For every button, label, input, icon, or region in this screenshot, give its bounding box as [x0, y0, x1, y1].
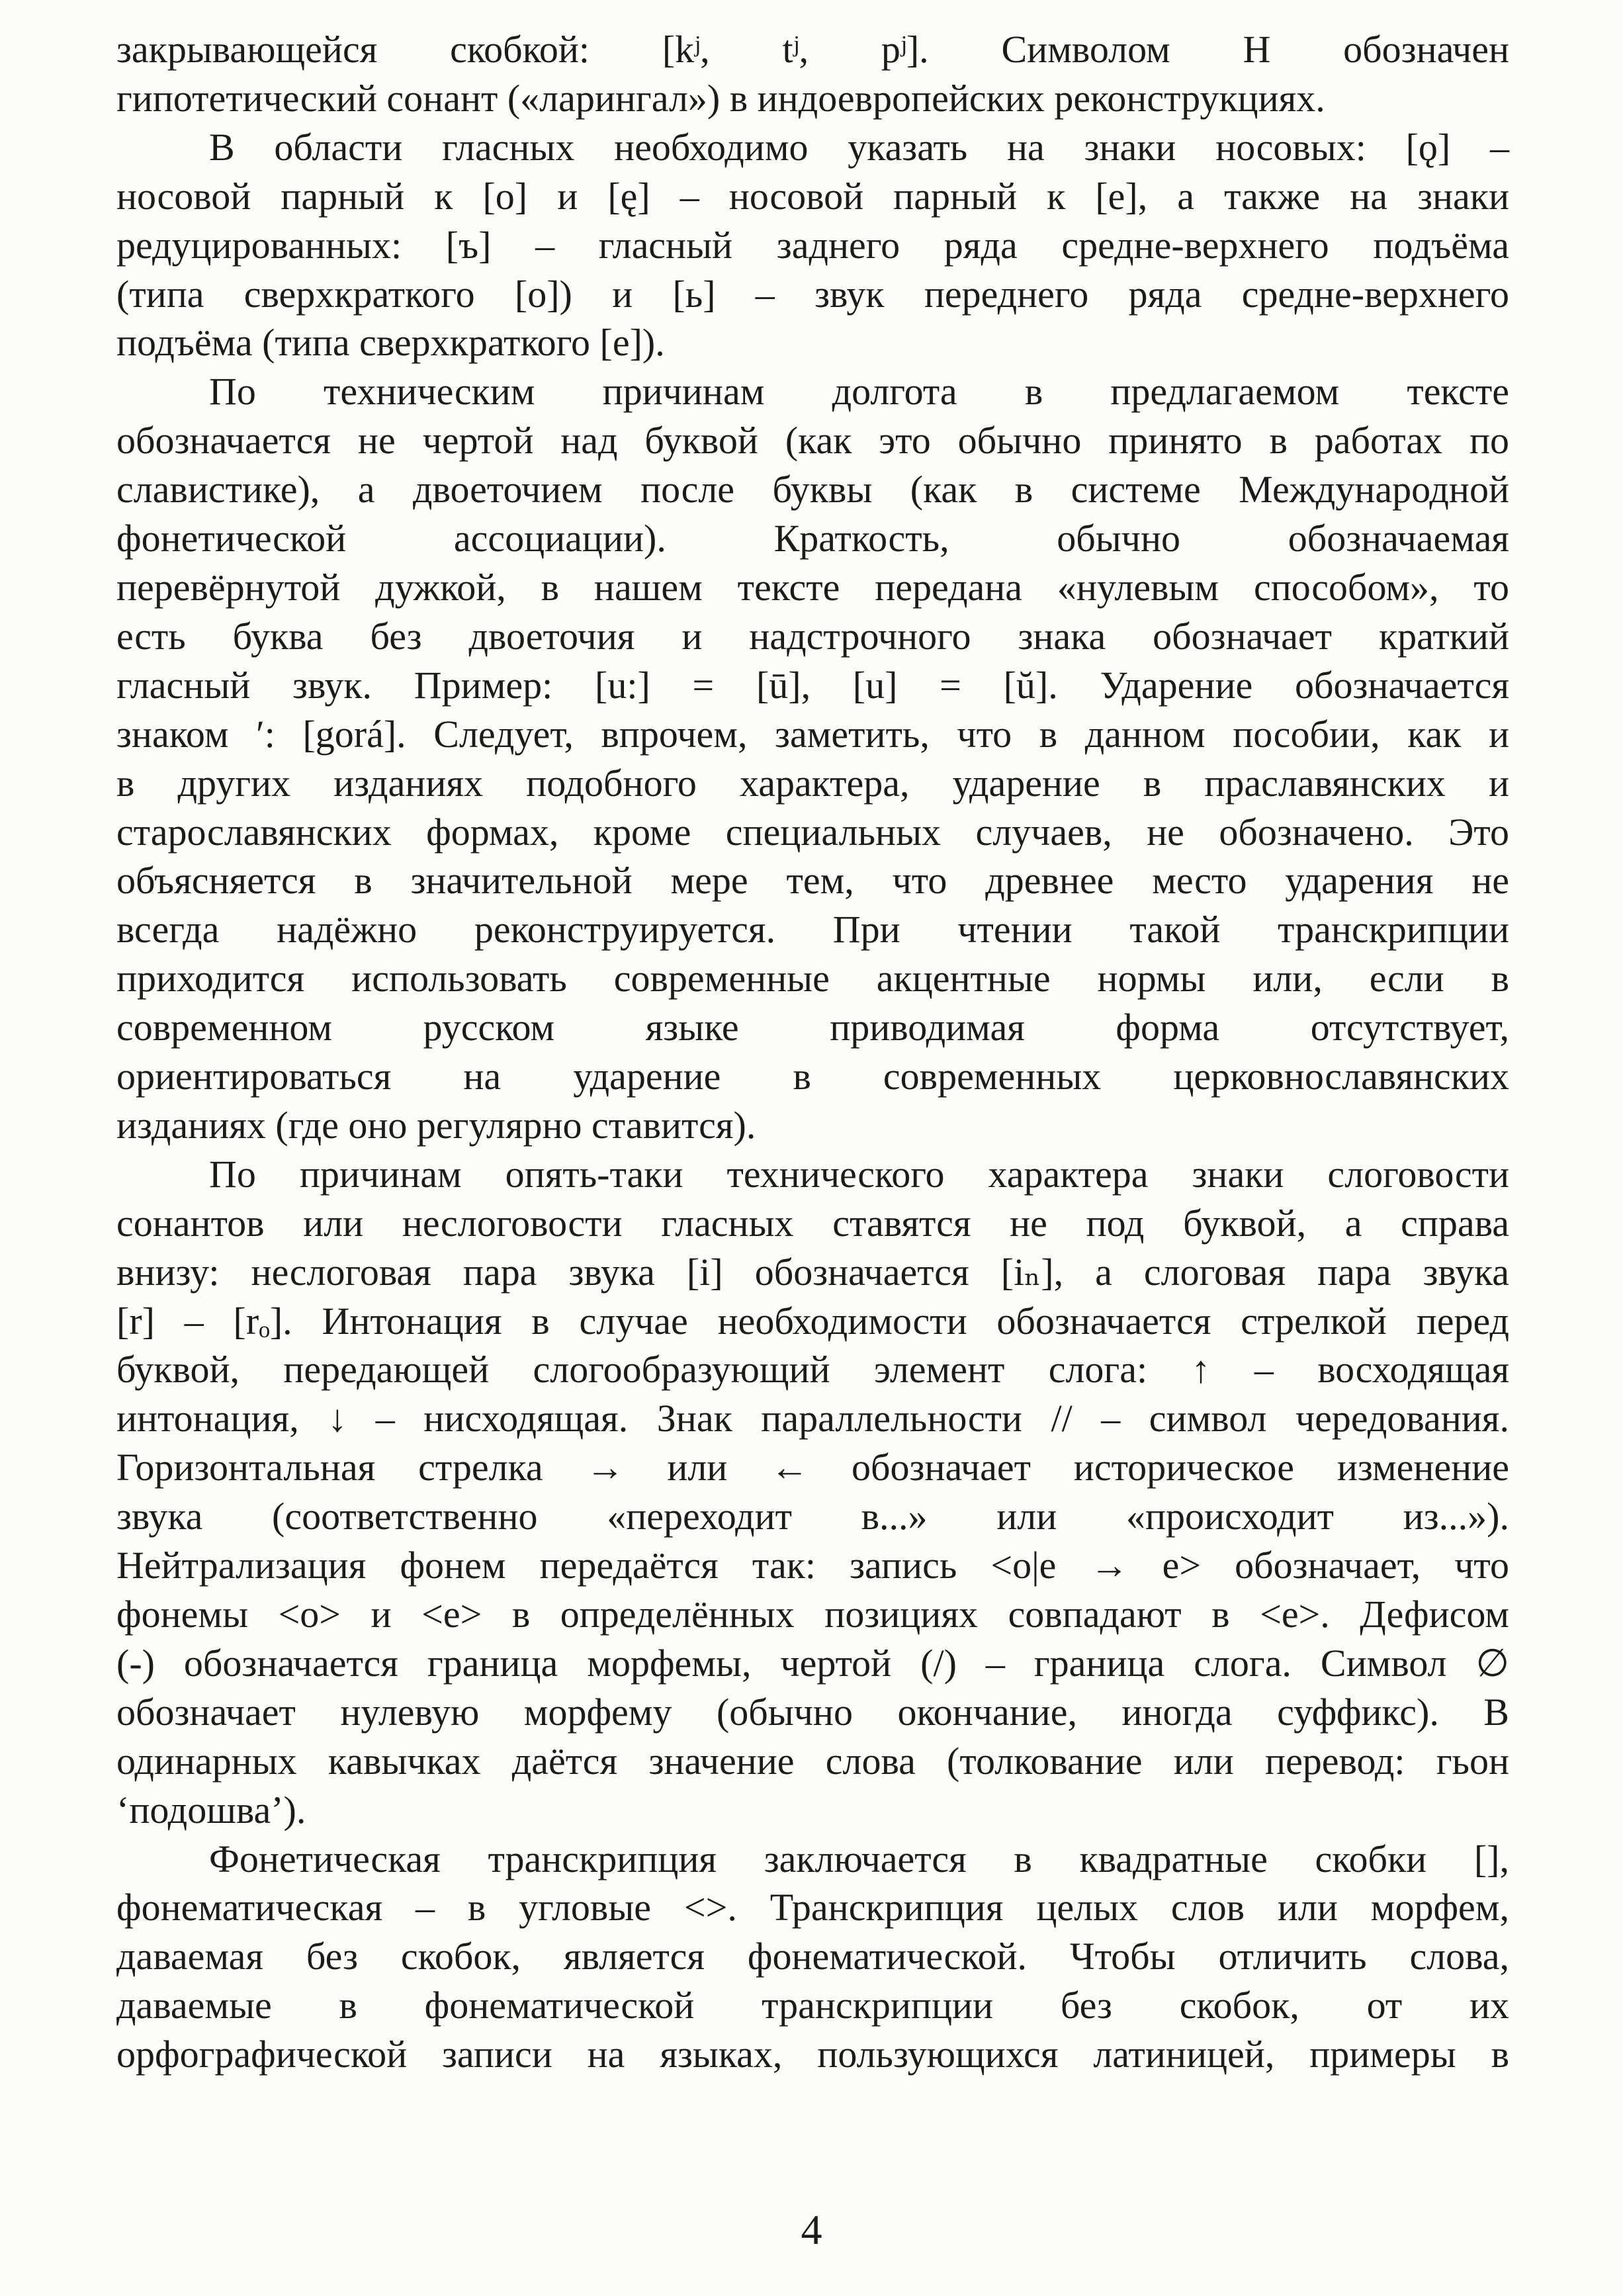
text-line: звука (соответственно «переходит в...» или «происходит из...»).: [116, 1495, 1509, 1538]
text-line: современном русском языке приводимая форма отсутствует,: [116, 1006, 1509, 1049]
text-line: По техническим причинам долгота в предлагаемом тексте: [209, 370, 1509, 414]
text-line: сонантов или неслоговости гласных ставятся не под буквой, а справа: [116, 1201, 1509, 1245]
text-line: ‘подошва’).: [116, 1788, 306, 1832]
text-line: объясняется в значительной мере тем, что древнее место ударения не: [116, 859, 1509, 903]
text-line: Горизонтальная стрелка → или ← обозначает историческое изменение: [116, 1446, 1509, 1489]
text-line: обозначается не чертой над буквой (как это обычно принято в работах по: [116, 419, 1509, 463]
text-line: славистике), а двоеточием после буквы (как в системе Международной: [116, 468, 1509, 511]
text-line: (-) обозначается граница морфемы, чертой (/) – граница слога. Символ ∅: [116, 1641, 1509, 1685]
text-line: редуцированных: [ъ] – гласный заднего ряда средне-верхнего подъёма: [116, 223, 1509, 267]
text-line: закрывающейся скобкой: [kʲ, tʲ, pʲ]. Символом H обозначен: [116, 28, 1509, 71]
text-line: знаком ′: [gorá]. Следует, впрочем, заметить, что в данном пособии, как и: [116, 712, 1509, 756]
text-line: Фонетическая транскрипция заключается в квадратные скобки [],: [209, 1837, 1509, 1880]
body-text: [116, 25, 1509, 2079]
text-line: обозначает нулевую морфему (обычно окончание, иногда суффикс). В: [116, 1690, 1509, 1734]
text-line: перевёрнутой дужкой, в нашем тексте передана «нулевым способом», то: [116, 565, 1509, 609]
text-line: даваемые в фонематической транскрипции без скобок, от их: [116, 1984, 1509, 2027]
text-line: По причинам опять-таки технического характера знаки слоговости: [209, 1152, 1509, 1196]
text-line: одинарных кавычках даётся значение слова (толкование или перевод: гьон: [116, 1739, 1509, 1783]
text-line: всегда надёжно реконструируется. При чтении такой транскрипции: [116, 908, 1509, 951]
text-line: гласный звук. Пример: [u:] = [ū], [u] = [ŭ]. Ударение обозначается: [116, 663, 1509, 707]
text-line: ориентироваться на ударение в современных церковнославянских: [116, 1055, 1509, 1098]
text-line: в других изданиях подобного характера, ударение в праславянских и: [116, 761, 1509, 805]
text-line: интонация, ↓ – нисходящая. Знак параллельности // – символ чередования.: [116, 1397, 1509, 1440]
text-line: (типа сверхкраткого [o]) и [ь] – звук переднего ряда средне-верхнего: [116, 272, 1509, 316]
text-line: носовой парный к [o] и [ę] – носовой парный к [e], а также на знаки: [116, 174, 1509, 218]
text-line: изданиях (где оно регулярно ставится).: [116, 1103, 756, 1147]
text-line: приходится использовать современные акцентные нормы или, если в: [116, 957, 1509, 1000]
text-line: есть буква без двоеточия и надстрочного знака обозначает краткий: [116, 614, 1509, 658]
text-line: гипотетический сонант («ларингал») в индоевропейских реконструкциях.: [116, 76, 1325, 120]
text-line: подъёма (типа сверхкраткого [e]).: [116, 321, 665, 365]
text-line: фонематическая – в угловые <>. Транскрипция целых слов или морфем,: [116, 1886, 1509, 1929]
text-line: фонемы <o> и <e> в определённых позициях совпадают в <e>. Дефисом: [116, 1593, 1509, 1636]
text-line: фонетической ассоциации). Краткость, обычно обозначаемая: [116, 517, 1509, 560]
text-line: Нейтрализация фонем передаётся так: запись <o|e → e> обозначает, что: [116, 1544, 1509, 1587]
text-line: старославянских формах, кроме специальных случаев, не обозначено. Это: [116, 810, 1509, 854]
text-line: орфографической записи на языках, пользующихся латиницей, примеры в: [116, 2033, 1509, 2076]
text-line: [r] – [rₒ]. Интонация в случае необходимости обозначается стрелкой перед: [116, 1299, 1509, 1343]
text-line: внизу: неслоговая пара звука [i] обозначается [iₙ], а слоговая пара звука: [116, 1250, 1509, 1294]
text-line: В области гласных необходимо указать на знаки носовых: [ǫ] –: [209, 125, 1509, 169]
text-line: буквой, передающей слогообразующий элемент слога: ↑ – восходящая: [116, 1348, 1509, 1391]
page-number: 4: [801, 2206, 822, 2253]
text-line: даваемая без скобок, является фонематической. Чтобы отличить слова,: [116, 1935, 1509, 1978]
